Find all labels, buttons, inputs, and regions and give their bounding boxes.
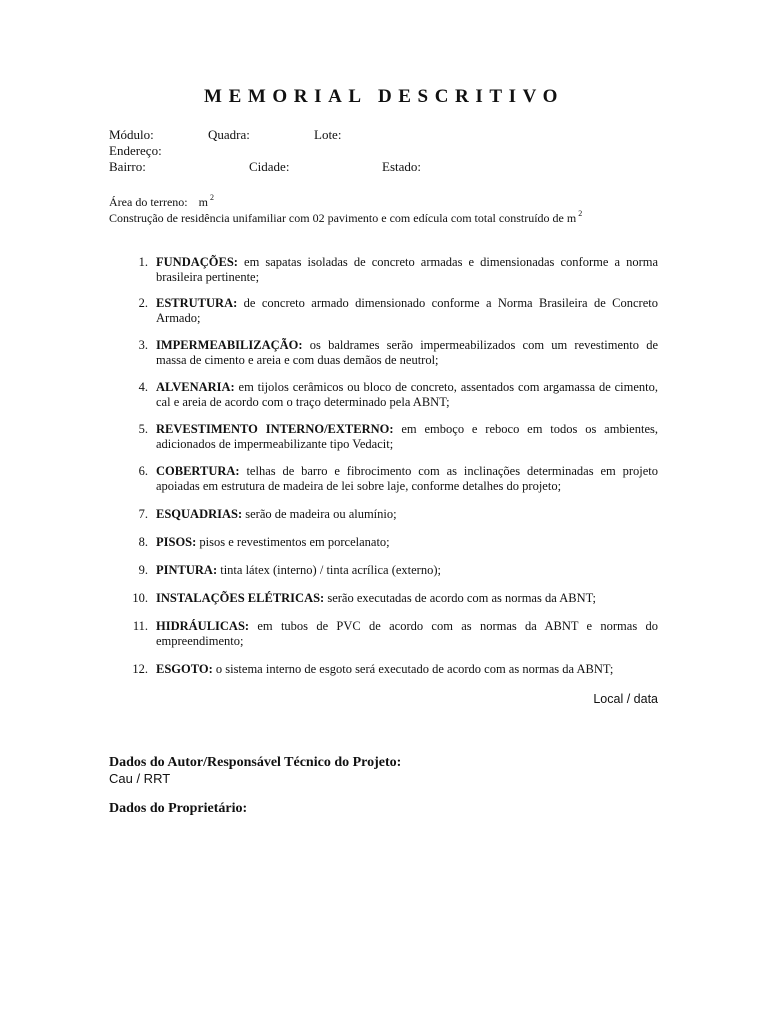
- local-data: Local / data: [593, 692, 658, 706]
- item-number: 2.: [138, 296, 148, 310]
- item-text: telhas de barro e fibrocimento com as inclinações determinadas em projeto apoiadas em estrutura de madeira de lei sobre laje, conforme detalhes do projeto;: [156, 464, 658, 493]
- item-text: serão de madeira ou alumínio;: [242, 507, 397, 521]
- item-text: pisos e revestimentos em porcelanato;: [196, 535, 390, 549]
- item-label: HIDRÁULICAS:: [156, 619, 250, 633]
- item-text: de concreto armado dimensionado conforme a Norma Brasileira de Concreto Armado;: [156, 296, 658, 325]
- list-item: [109, 619, 658, 649]
- item-text: em tubos de PVC de acordo com as normas da ABNT e normas do empreendimento;: [156, 619, 658, 648]
- list-item: [109, 535, 658, 550]
- item-text: em tijolos cerâmicos ou bloco de concreto, assentados com argamassa de cimento, cal e areia de acordo com o traço determinado pela ABNT;: [156, 380, 658, 409]
- list-item: [109, 255, 658, 285]
- list-item: [109, 563, 658, 578]
- item-label: FUNDAÇÕES:: [156, 255, 238, 269]
- area-unit-sup: 2: [209, 193, 214, 202]
- proprietario-heading: Dados do Proprietário:: [109, 801, 248, 816]
- item-text: serão executadas de acordo com as normas da ABNT;: [324, 591, 597, 605]
- item-label: INSTALAÇÕES ELÉTRICAS:: [156, 591, 325, 605]
- construcao-text: Construção de residência unifamiliar com 02 pavimento e com edícula com total construído de m: [109, 211, 577, 225]
- list-item: [109, 662, 658, 677]
- endereco-label: Endereço:: [109, 143, 162, 158]
- list-item: [109, 507, 658, 522]
- item-number: 5.: [138, 422, 148, 436]
- list-item: [109, 338, 658, 368]
- item-number: 7.: [138, 507, 148, 521]
- list-item: [109, 464, 658, 494]
- area-unit: m: [198, 195, 208, 209]
- list-item: [109, 296, 658, 326]
- area-label: Área do terreno:: [109, 195, 188, 209]
- construcao-line: [109, 206, 582, 226]
- item-number: 11.: [132, 619, 148, 633]
- list-item: [109, 422, 658, 452]
- item-number: 10.: [132, 591, 148, 605]
- autor-cau-rrt: Cau / RRT: [109, 771, 171, 786]
- item-number: 8.: [138, 535, 148, 549]
- item-label: ESQUADRIAS:: [156, 507, 243, 521]
- item-label: PISOS:: [156, 535, 197, 549]
- estado-label: Estado:: [382, 159, 421, 174]
- item-text: em sapatas isoladas de concreto armadas e dimensionadas conforme a norma brasileira pertinente;: [156, 255, 658, 284]
- cidade-label: Cidade:: [249, 159, 290, 174]
- item-label: PINTURA:: [156, 563, 218, 577]
- item-text: tinta látex (interno) / tinta acrílica (externo);: [217, 563, 441, 577]
- item-number: 4.: [138, 380, 148, 394]
- item-text: o sistema interno de esgoto será executado de acordo com as normas da ABNT;: [212, 662, 614, 676]
- item-number: 6.: [138, 464, 148, 478]
- item-label: ESTRUTURA:: [156, 296, 238, 310]
- item-text: os baldrames serão impermeabilizados com um revestimento de massa de cimento e areia e com duas demãos de neutrol;: [156, 338, 658, 367]
- quadra-label: Quadra:: [208, 127, 250, 142]
- list-item: [109, 591, 658, 606]
- item-number: 1.: [138, 255, 148, 269]
- list-item: [109, 380, 658, 410]
- item-label: REVESTIMENTO INTERNO/EXTERNO:: [156, 422, 394, 436]
- modulo-label: Módulo:: [109, 127, 154, 142]
- item-text: em emboço e reboco em todos os ambientes, adicionados de impermeabilizante tipo Vedacit;: [156, 422, 658, 451]
- autor-heading: Dados do Autor/Responsável Técnico do Projeto:: [109, 755, 402, 770]
- item-number: 12.: [132, 662, 148, 676]
- item-number: 3.: [138, 338, 148, 352]
- item-label: ESGOTO:: [156, 662, 213, 676]
- document-title: MEMORIAL DESCRITIVO: [204, 86, 564, 107]
- item-label: COBERTURA:: [156, 464, 240, 478]
- item-label: IMPERMEABILIZAÇÃO:: [156, 338, 303, 352]
- lote-label: Lote:: [314, 127, 342, 142]
- bairro-label: Bairro:: [109, 159, 146, 174]
- construcao-sup: 2: [578, 209, 583, 218]
- item-number: 9.: [138, 563, 148, 577]
- item-label: ALVENARIA:: [156, 380, 235, 394]
